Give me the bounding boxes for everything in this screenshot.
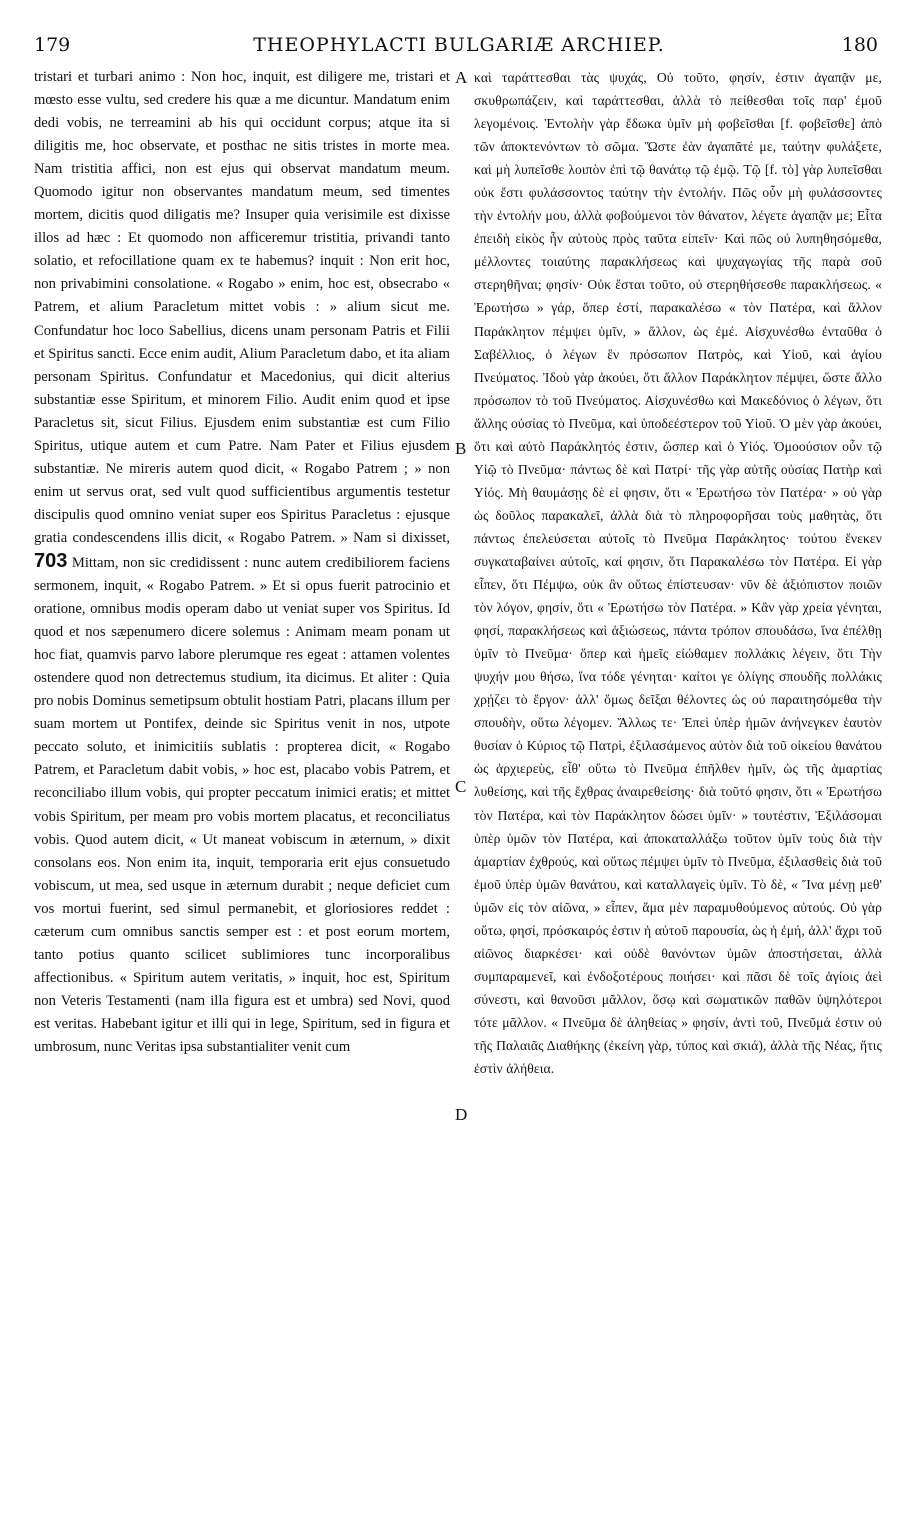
greek-column [474, 66, 882, 1080]
greek-text: καὶ ταράττεσθαι τὰς ψυχάς, Οὐ τοῦτο, φησίν, ἐστιν ἀγαπᾷν με, σκυθρωπάζειν, καὶ ταράττεσθαι, ἀλλὰ τὸ πείθεσθαι τοῖς παρ' ἐμοῦ λεγομένοις. Ἐντολὴν γὰρ ἔδωκα ὑμῖν μὴ φοβεῖσθαι [f. φοβεῖσθε] ἀπὸ τῶν ἀποκτενόντων τὸ σῶμα. Ὥστε ἐὰν ἀγαπᾶτέ με, ταύτην φυλάξετε, καὶ μὴ λυπεῖσθε λοιπὸν ἐπὶ τῷ θανάτῳ τῷ ἐμῷ. Τῷ [f. τὸ] γὰρ λυπεῖσθαι οὐκ ἔστι φυλάσσοντος ταύτην τὴν ἐντολήν. Πῶς οὖν μὴ φυλάσσοντες τὴν ἐντολήν μου, ἀλλὰ φοβούμενοι τὸν θάνατον, λέγετε ἀγαπᾷν με; Εἶτα ἐπειδὴ εἰκὸς ἦν αὐτοὺς πρὸς ταῦτα εἰπεῖν· Καὶ πῶς οὐ λυπηθησόμεθα, μέλλοντες τοιαύτης παρακλήσεως καὶ ψυχαγωγίας τῆς παρὰ σοῦ στερηθῆναι; φησίν· Οὐκ ἔσται τοῦτο, οὐ στερηθήσεσθε παρακλήσεως. « Ἐρωτήσω » γάρ, ὅπερ ἐστί, παρακαλέσω « τὸν Πατέρα, καὶ ἄλλον Παράκλητον πέμψει ὑμῖν, » ἄλλον, ὡς ἐμέ. Αἰσχυνέσθω ἐνταῦθα ὁ Σαβέλλιος, ὁ λέγων ἓν πρόσωπον Πατρὸς, καὶ Υἱοῦ, καὶ ἁγίου Πνεύματος. Ἰδοὺ γὰρ ἀκούει, ὅτι ἄλλον Παράκλητον πέμψει, ὥστε ἄλλο πρόσωπον τὸ τοῦ Πνεύματος. Αἰσχυνέσθω καὶ Μακεδόνιος ὁ λέγων, ὅτι ἄλλης οὐσίας τὸ Πνεῦμα, καὶ ὑποδεέστερον τοῦ Υἱοῦ. Ὁ μὲν γὰρ ἀκούει, ὅτι καὶ αὐτὸ Παράκλητός ἐστιν, ὥσπερ καὶ ὁ Υἱός. Ὁμοούσιον οὖν τῷ Υἱῷ τὸ Πνεῦμα· πάντως δὲ καὶ Πατρί· τῆς γὰρ αὐτῆς οὐσίας Πατὴρ καὶ Υἱός. Μὴ θαυμάσῃς δὲ εἰ φησιν, ὅτι « Ἐρωτήσω τὸν Πατέρα· » οὐ γὰρ ὡς δοῦλος παρακαλεῖ, ἀλλὰ διὰ τὸ πληροφορῆσαι τοὺς μαθητὰς, ὅτι πάντως ἐπελεύσεται αὐτοῖς τὸ Πνεῦμα Παράκλητος· τούτου ἕνεκεν συγκαταβαίνει αὐτοῖς, καί φησιν, ὅτι Παρακαλέσω τὸν Πατέρα. Εἰ γὰρ εἶπεν, ὅτι Πέμψω, οὐκ ἂν οὕτως ἐπίστευσαν· νῦν δὲ ἀξιόπιστον ποιῶν τὸν λόγον, φησίν, ὅτι « Ἐρωτήσω τὸν Πατέρα. » Κἂν γὰρ χρεία γένηται, φησί, παρακλήσεως καὶ ἀξιώσεως, πάντα τρόπον σπουδάσω, ἵνα ἐπέλθῃ ὑμῖν τὸ Πνεῦμα· ὅπερ καὶ ἡμεῖς εἰώθαμεν πολλάκις λέγειν, ὅτι Τὴν ψυχήν μου θήσω, ἵνα τόδε γένηται· καίτοι γε ὀλίγης σπουδῆς πολλάκις χρῄζει τὸ ἔργον· ἀλλ' ὅμως δεῖξαι θέλοντες ὡς οὐ παραιτησόμεθα τὴν σπουδὴν, οὕτω λέγομεν. Ἄλλως τε· Ἐπεὶ ὑπὲρ ἡμῶν ἀνήνεγκεν ἑαυτὸν θυσίαν ὁ Κύριος τῷ Πατρὶ, ἐξιλασάμενος αὐτὸν διὰ τοῦ οἰκείου θανάτου ὡς ἀρχιερεὺς, εἶθ' οὕτω τὸ Πνεῦμα ἐπῆλθεν ἡμῖν, ὡς τῆς ἁμαρτίας λυθείσης, καὶ τῆς ἔχθρας ἀναιρεθείσης· διὰ τοῦτό φησιν, ὅτι « Ἐρωτήσω τὸν Πατέρα, καὶ τὸν Παράκλητον δώσει ὑμῖν· » τουτέστιν, Ἐξιλάσομαι ὑπὲρ ὑμῶν τὸν Πατέρα, καὶ ἀποκαταλλάξω τοῦτον ὑμῖν τοὺς διὰ τὴν ἁμαρτίαν ἐχθρούς, καὶ οὕτως πέμψει ὑμῖν τὸ Πνεῦμα, ἐξιλασθεὶς διὰ τοῦ ἐμοῦ ὑπὲρ ὑμῶν θανάτου, καὶ καταλλαγεὶς ὑμῖν. Τὸ δὲ, « Ἵνα μένῃ μεθ' ὑμῶν εἰς τὸν αἰῶνα, » εἶπεν, ἅμα μὲν παραμυθούμενος αὐτούς. Οὐ γὰρ οὕτω, φησί, πρόσκαιρός ἐστιν ἡ αὐτοῦ παρουσία, ὡς ἡ ἐμή, ἀλλ' ἄχρι τοῦ αἰῶνος διαρκέσει· καὶ οὐδὲ θανόντων ὑμῶν ἀποστήσεται, ἀλλὰ συμπαραμενεῖ, καὶ ἐνδοξοτέρους ποιήσει· καὶ πᾶσι δὲ τοῖς ἁγίοις ἀεὶ σύνεστι, καὶ θανοῦσι μᾶλλον, ὅσῳ καὶ σωματικῶν παθῶν ὑψηλότεροι τότε μᾶλλον. « Πνεῦμα δὲ ἀληθείας » φησίν, ἀντὶ τοῦ, Πνεῦμά ἐστιν οὐ τῆς Παλαιᾶς Διαθήκης (ἐκείνη γὰρ, τύπος καὶ σκιά), ἀλλὰ τῆς Νέας, ἥτις ἐστὶν ἀλήθεια. [474, 70, 882, 1077]
page-header [0, 30, 918, 62]
page-number-left: 179 [34, 34, 71, 56]
running-title: THEOPHYLACTI BULGARIÆ ARCHIEP. [253, 34, 665, 56]
column-number: 703 [34, 549, 68, 572]
latin-text [34, 66, 450, 1059]
margin-letter-d: D [455, 1105, 468, 1124]
margin-letter-a: A [455, 68, 468, 87]
latin-column [34, 66, 450, 1059]
margin-letter-c: C [455, 777, 467, 796]
latin-text-part-1: tristari et turbari animo : Non hoc, inquit, est diligere me, tristari et mœsto esse vultu, sed credere his quæ a me dicuntur. Mandatum enim dedi vobis, ne terreamini ab his qui occidunt corpus; atque ita si diligitis me, hoc observate, et posthac ne sitis tristes in morte mea. Nam tristitia affici, non est ejus qui observat mandatum meum. Quomodo igitur non observantes mandatum meum, sed timentes mortem, dicitis quod diligatis me? Insuper quia verisimile est dixisse illos ad hæc : Et quomodo non afficeremur tristitia, privandi tanto solatio, et refocillatione quam ex te habemus? inquit : Non erit hoc, non privabimini consolatione. « Rogabo » enim, hoc est, obsecrabo « Patrem, et alium Paracletum mittet vobis : » alium sicut me. Confundatur hoc loco Sabellius, dicens unam personam Patris et Filii et Spiritus sancti. Ecce enim audit, Alium Paracletum dabo, et ita aliam personam Spiritus. Confundatur et Macedonius, qui dicit alterius substantiæ esse Spiritum, et minorem Filio. Audit enim quod et ipse Paracletus sit, sicut Filius. Ejusdem enim substantiæ est cum Filio Spiritus, utique autem et cum Patre. Nam Pater et Filius ejusdem substantiæ. Ne mireris autem quod dicit, « Rogabo Patrem ; » non enim ut servus orat, sed vult quod sufficientibus argumentis testetur discipulis quod omnino veniat super eos Spiritus Paracletus : ejusque gratia condescendens illis dicit, « Rogabo Patrem. » Nam si dixisset, [34, 69, 450, 546]
page-number-right: 180 [841, 34, 878, 56]
latin-text-part-2: Mittam, non sic credidissent : nunc autem credibiliorem faciens sermonem, inquit, « Rogabo Patrem. » Et si opus fuerit patrocinio et oratione, omnibus modis operam dabo ut veniat super vos Spiritus. Id quod et nos sæpenumero dicere solemus : Animam meam ponam ut hoc fiat, quamvis parvo labore plerumque res egeat : attamen volentes ostendere quod non detrectemus studium, ita dicimus. Et aliter : Quia pro nobis Dominus semetipsum obtulit hostiam Patri, placans illum per suam mortem ut Pontifex, deinde sic Spiritus venit in nos, utpote peccato soluto, et inimicitiis sublatis : propterea dicit, « Rogabo Patrem, et Paracletum dabit vobis, » hoc est, placabo vobis Patrem, et reconciliabo illum vobis, qui propter peccatum inimici eratis; et mittet vobis Spiritum, per meam pro vobis mortem placatus, et reconciliatus vobis. Quod autem dicit, « Ut maneat vobiscum in æternum, » dixit consolans eos. Non enim ita, inquit, temporaria erit ejus consuetudo vobiscum, ut mea, sed usque in æternum durabit ; neque deficiet cum vos mortui fuerint, sed simul permanebit, et gloriosiores reddet : cæterum cum omnibus sanctis semper est : et post eorum mortem, tanto potius quanto scilicet sublimiores tunc incorporalibus affectionibus. « Spiritum autem veritatis, » inquit, hoc est, Spiritum non Veteris Testamenti (nam illa figura est et umbra) sed Novi, quod est veritas. Habebant igitur et illi qui in lege, Spiritum, sed in figura et umbrosum, nunc Veritas ipsa substantialiter venit cum [34, 554, 450, 1055]
margin-letter-b: B [455, 439, 467, 458]
